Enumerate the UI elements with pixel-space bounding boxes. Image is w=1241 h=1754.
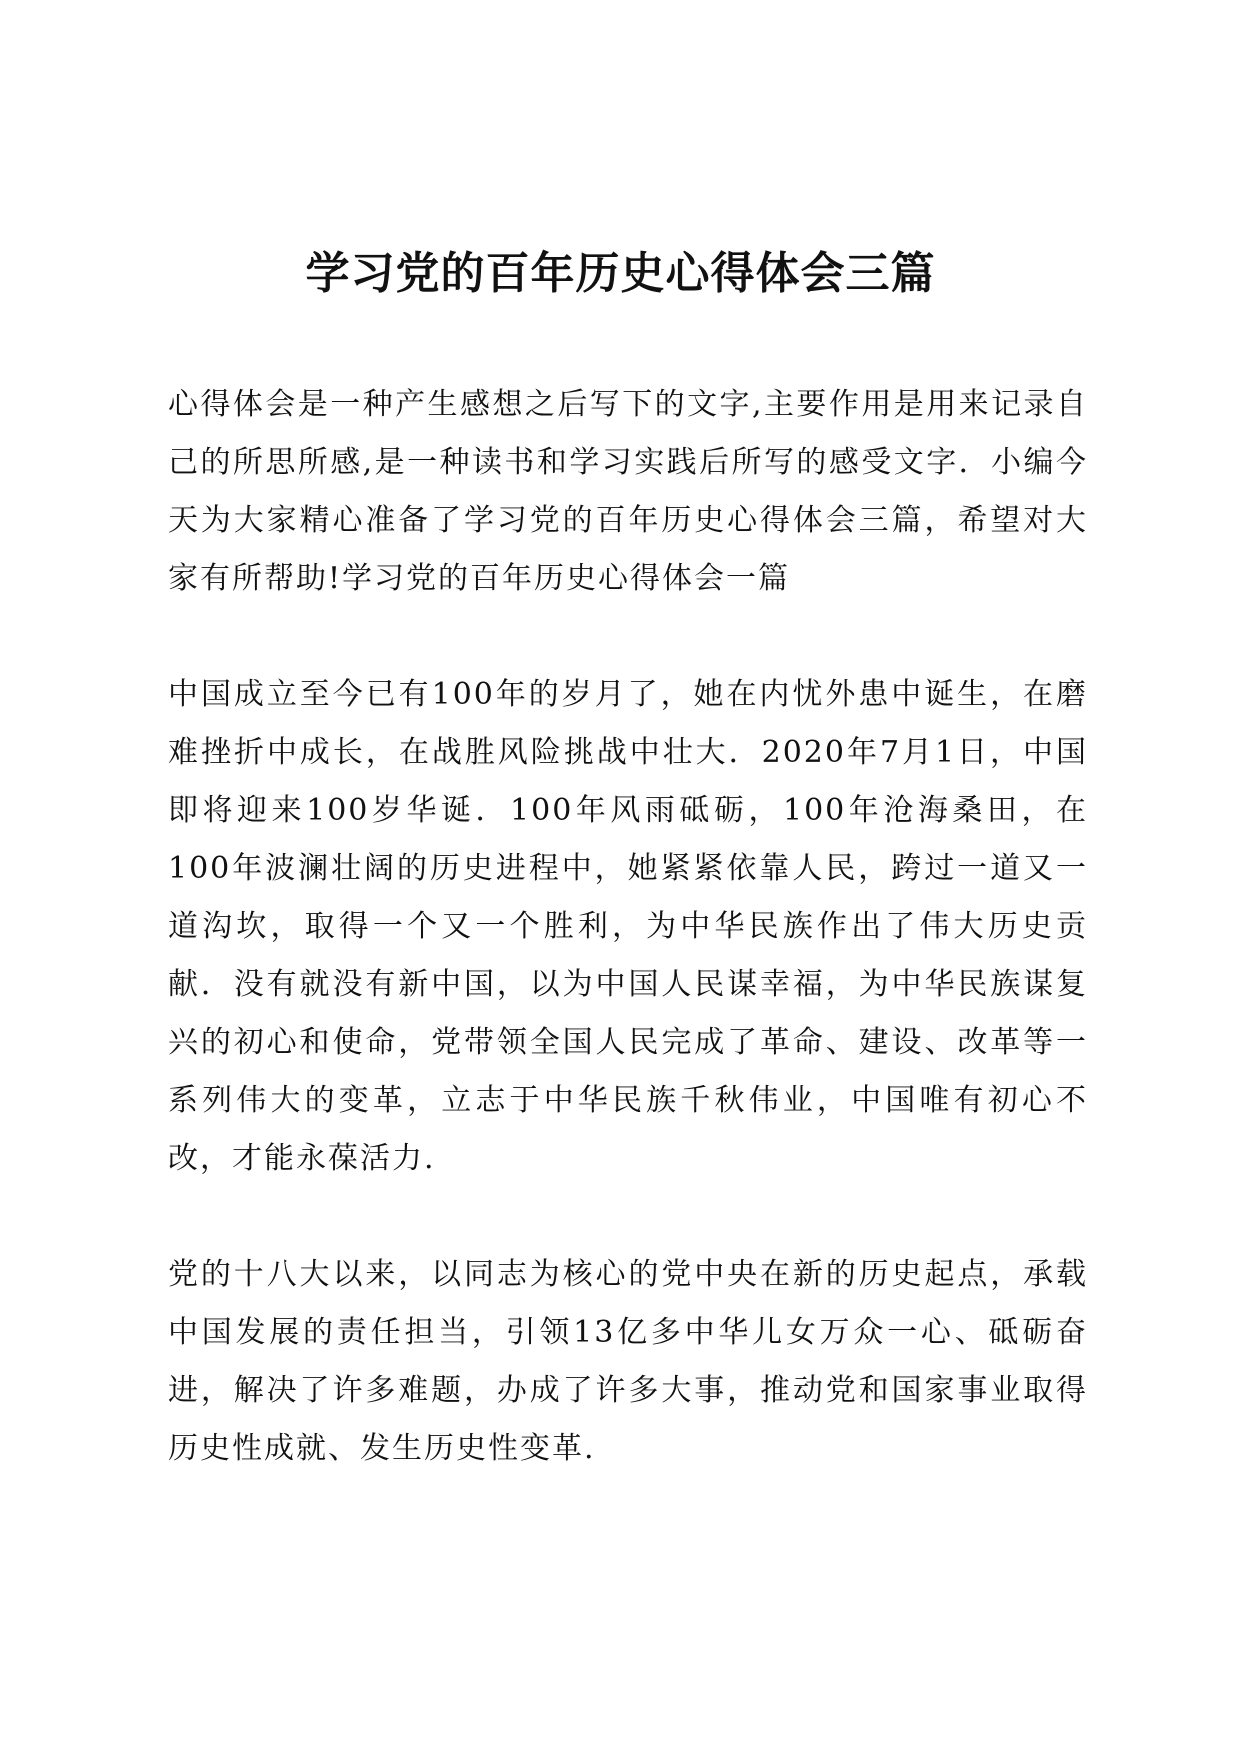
document-body <box>168 376 1088 1478</box>
document-title: 学习党的百年历史心得体会三篇 <box>305 248 936 299</box>
paragraph-history: 中国成立至今已有100年的岁月了，她在内忧外患中诞生，在磨难挫折中成长，在战胜风险挑战中壮大．2020年7月1日，中国即将迎来100岁华诞．100年风雨砥砺，100年沧海桑田，在100年波澜壮阔的历史进程中，她紧紧依靠人民，跨过一道又一道沟坎，取得一个又一个胜利，为中华民族作出了伟大历史贡献．没有就没有新中国，以为中国人民谋幸福，为中华民族谋复兴的初心和使命，党带领全国人民完成了革命、建设、改革等一系列伟大的变革，立志于中华民族千秋伟业，中国唯有初心不改，才能永葆活力. <box>168 677 1088 1176</box>
paragraph-eighteenth-congress: 党的十八大以来，以同志为核心的党中央在新的历史起点，承载中国发展的责任担当，引领13亿多中华儿女万众一心、砥砺奋进，解决了许多难题，办成了许多大事，推动党和国家事业取得历史性成就、发生历史性变革. <box>168 1257 1088 1466</box>
paragraph-intro: 心得体会是一种产生感想之后写下的文字,主要作用是用来记录自己的所思所感,是一种读书和学习实践后所写的感受文字．小编今天为大家精心准备了学习党的百年历史心得体会三篇，希望对大家有所帮助!学习党的百年历史心得体会一篇 <box>168 387 1088 596</box>
